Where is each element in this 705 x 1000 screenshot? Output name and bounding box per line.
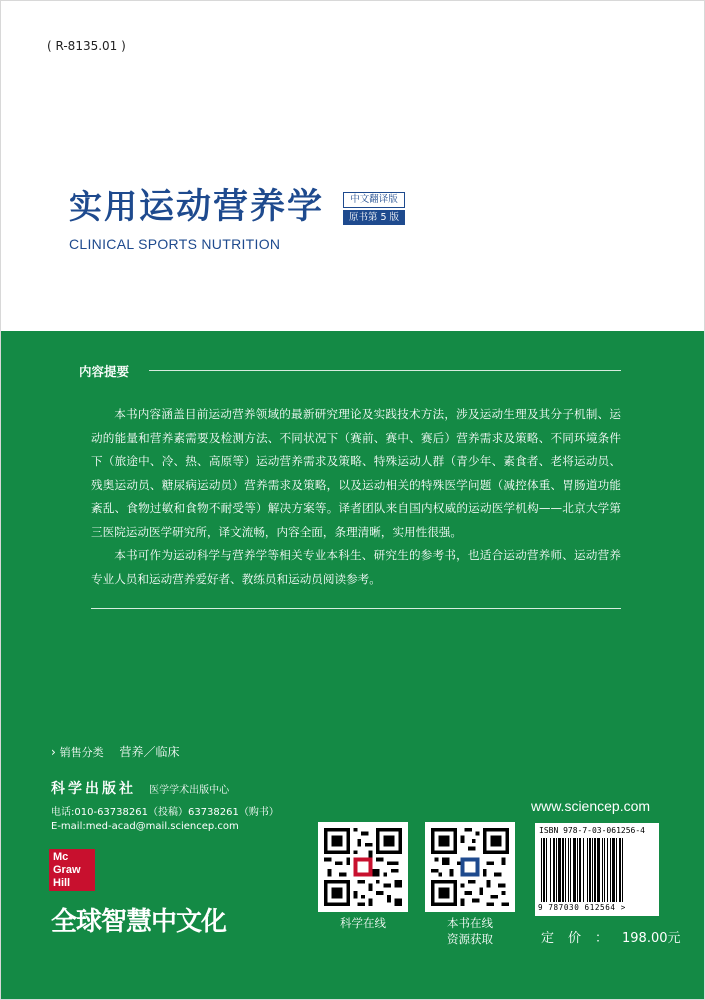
- qr-code-icon: [431, 828, 509, 906]
- price-label: 定价：: [541, 931, 623, 946]
- isbn-barcode: [535, 823, 659, 916]
- mcgraw-hill-logo: [49, 849, 95, 891]
- heading-divider: [149, 370, 621, 371]
- logo-line-1: Mc: [53, 851, 69, 863]
- top-white-section: [1, 1, 705, 331]
- publisher-contact: [51, 806, 279, 834]
- qr-code-science-online[interactable]: [318, 822, 408, 912]
- publisher-email: E-mail:med-acad@mail.sciencep.com: [51, 821, 239, 832]
- classification-code: ( R-8135.01 ): [47, 39, 126, 53]
- translation-badge: 中文翻译版: [343, 192, 405, 208]
- qr-code-icon: [324, 828, 402, 906]
- summary-bottom-divider: [91, 608, 621, 609]
- sales-category: [51, 743, 179, 760]
- book-title-chinese: [69, 187, 324, 227]
- qr-caption-line: 资源获取: [447, 932, 493, 946]
- isbn-text: ISBN 978-7-03-061256-4: [539, 826, 645, 835]
- logo-line-3: Hill: [53, 877, 71, 889]
- price: [541, 927, 681, 946]
- summary-heading: 内容提要: [79, 364, 130, 379]
- publisher-website[interactable]: www.sciencep.com: [531, 798, 651, 814]
- logo-line-2: Graw: [53, 864, 81, 876]
- publisher-phone: 电话:010-63738261（投稿）63738261（购书）: [51, 807, 279, 818]
- publisher-name: 科学出版社: [51, 781, 136, 797]
- publisher-block: [51, 778, 229, 798]
- sales-category-value: 营养／临床: [119, 745, 180, 759]
- qr-code-resources[interactable]: [425, 822, 515, 912]
- chevron-right-icon: ›: [51, 745, 56, 759]
- green-info-section: [1, 331, 705, 1000]
- book-title-english: CLINICAL SPORTS NUTRITION: [69, 236, 281, 252]
- title-part-1: 实用: [69, 187, 139, 226]
- barcode-digits: 9 787030 612564 >: [538, 903, 626, 912]
- publisher-center: 医学学术出版中心: [149, 785, 230, 796]
- summary-text: [91, 403, 621, 591]
- qr-caption-line: 本书在线: [447, 916, 493, 930]
- edition-badge: [343, 192, 405, 225]
- sales-category-label: 销售分类: [59, 746, 104, 759]
- qr-caption-1: [308, 915, 418, 931]
- summary-paragraph: 本书内容涵盖目前运动营养领域的最新研究理论及实践技术方法，涉及运动生理及其分子机制、运动的能量和营养素需要及检测方法、不同状况下（赛前、赛中、赛后）营养需求及策略、不同环境条件下（旅途中、冷、热、高原等）运动营养需求及策略、特殊运动人群（青少年、素食者、老将运动员、残奥运动员、糖尿病运动员）营养需求及策略，以及运动相关的特殊医学问题（减控体重、胃肠道功能紊乱、食物过敏和食物不耐受等）解决方案等。译者团队来自国内权威的运动医学机构——北京大学第三医院运动医学研究所，译文流畅，内容全面，条理清晰，实用性很强。: [91, 407, 621, 539]
- qr-caption-line: 科学在线: [340, 916, 386, 930]
- mcgraw-chinese-brand: 全球智慧中文化: [51, 907, 227, 937]
- price-value: 198.00元: [622, 931, 681, 946]
- qr-caption-2: [415, 915, 525, 947]
- barcode-bars: [539, 838, 655, 902]
- title-part-2: 运动营养学: [139, 187, 325, 227]
- summary-paragraph: 本书可作为运动科学与营养学等相关专业本科生、研究生的参考书，也适合运动营养师、运动营养专业人员和运动营养爱好者、教练员和运动员阅读参考。: [91, 548, 621, 586]
- original-edition-badge: 原书第 5 版: [343, 210, 405, 225]
